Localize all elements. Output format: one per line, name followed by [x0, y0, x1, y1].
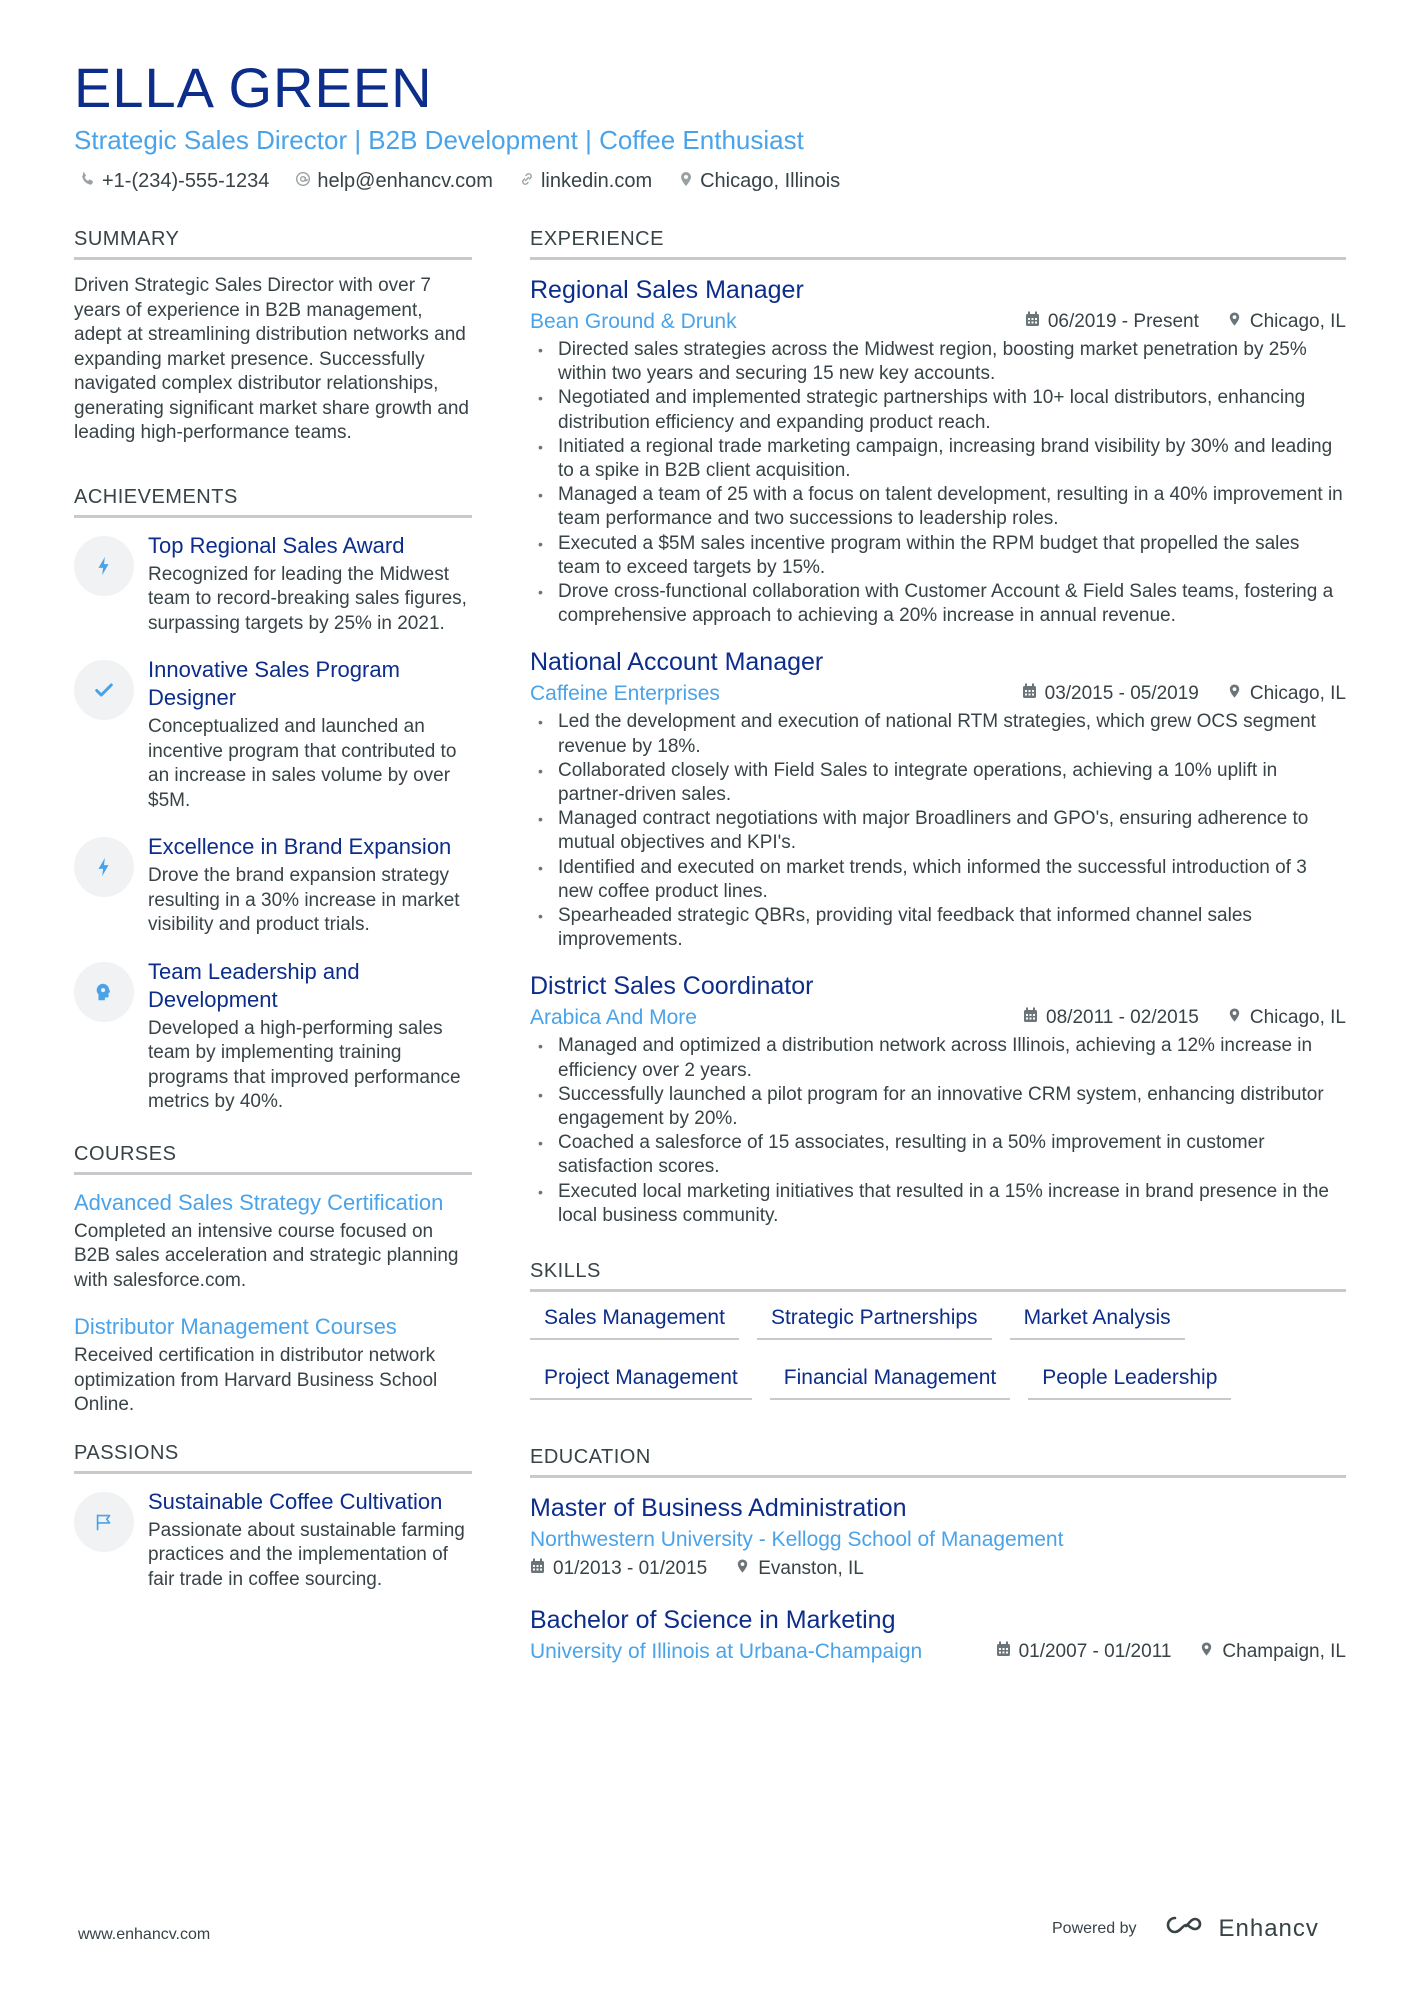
list-item: • Executed local marketing initiatives that resulted in a 15% increase in brand presence in the local business community. — [530, 1180, 1346, 1228]
edu-school: Northwestern University - Kellogg School of Management — [530, 1528, 1064, 1552]
contact-linkedin[interactable] — [519, 170, 652, 193]
list-item: • Managed contract negotiations with major Broadliners and GPO's, ensuring adherence to mutual objectives and KPI's. — [530, 807, 1346, 855]
contact-location — [678, 170, 840, 193]
link-icon — [519, 170, 535, 193]
skill-tag: Project Management — [530, 1366, 752, 1400]
edu-degree: Master of Business Administration — [530, 1494, 907, 1523]
passion-desc: Passionate about sustainable farming practices and the implementation of fair trade in coffee sourcing. — [148, 1519, 465, 1590]
job-dates: 08/2011 - 02/2015 — [1046, 1007, 1199, 1029]
list-item: • Drove cross-functional collaboration with Customer Account & Field Sales teams, fostering a comprehensive approach to achieving a 20% increase in annual revenue. — [530, 580, 1346, 628]
job-bullets — [530, 710, 1346, 952]
skill-tag: Financial Management — [770, 1366, 1010, 1400]
location-text: Chicago, Illinois — [700, 170, 841, 192]
lightning-icon — [74, 536, 134, 596]
candidate-tagline: Strategic Sales Director | B2B Development | Coffee Enthusiast — [74, 125, 804, 155]
job-company: Bean Ground & Drunk — [530, 310, 737, 333]
list-item: • Executed a $5M sales incentive program within the RPM budget that propelled the sales team to exceed targets by 15%. — [530, 532, 1346, 580]
passion-title: Sustainable Coffee Cultivation — [148, 1488, 443, 1514]
job-title: District Sales Coordinator — [530, 972, 814, 1001]
check-icon — [74, 660, 134, 720]
list-item: • Led the development and execution of national RTM strategies, which grew OCS segment revenue by 18%. — [530, 710, 1346, 758]
achievement-title: Excellence in Brand Expansion — [148, 834, 452, 859]
achievement-desc: Recognized for leading the Midwest team to record-breaking sales figures, surpassing targets by 25% in 2021. — [148, 563, 467, 634]
list-item: • Identified and executed on market trends, which informed the successful introduction of 3 new coffee product lines. — [530, 856, 1346, 904]
edu-location: Champaign, IL — [1222, 1641, 1346, 1663]
brand-name: Enhancv — [1218, 1914, 1319, 1942]
job-title: National Account Manager — [530, 648, 824, 677]
achievement-desc: Conceptualized and launched an incentive program that contributed to an increase in sales volume by over $5M. — [148, 716, 457, 811]
section-title-passions: PASSIONS — [74, 1442, 472, 1474]
achievement-item — [74, 532, 472, 637]
list-item: • Managed a team of 25 with a focus on talent development, resulting in a 40% improvement in team performance and two successions to leadership roles. — [530, 483, 1346, 531]
education-section — [530, 1446, 1346, 1664]
skills-list — [530, 1306, 1346, 1400]
map-pin-icon — [1227, 1007, 1242, 1029]
section-title-skills: SKILLS — [530, 1260, 1346, 1292]
email-text: help@enhancv.com — [317, 170, 493, 192]
achievement-title: Team Leadership and Development — [148, 958, 360, 1012]
achievement-item — [74, 833, 472, 938]
calendar-icon — [530, 1558, 545, 1580]
summary-section — [74, 228, 472, 446]
calendar-icon — [1022, 683, 1037, 705]
brand-logo[interactable] — [1163, 1913, 1319, 1944]
education-entry — [530, 1604, 1346, 1664]
job-dates: 06/2019 - Present — [1047, 311, 1199, 332]
footer-website[interactable]: www.enhancv.com — [78, 1926, 211, 1943]
list-item: • Directed sales strategies across the Midwest region, boosting market penetration by 25% within two years and securing 15 new key accounts. — [530, 338, 1346, 386]
education-entry — [530, 1492, 1346, 1580]
achievement-desc: Drove the brand expansion strategy resulting in a 30% increase in market visibility and product trials. — [148, 865, 460, 935]
list-item: • Negotiated and implemented strategic partnerships with 10+ local distributors, enhancing distribution efficiency and expanding product reach. — [530, 386, 1346, 434]
section-title-achievements: ACHIEVEMENTS — [74, 486, 472, 518]
courses-section — [74, 1143, 472, 1418]
job-company: Arabica And More — [530, 1006, 697, 1030]
experience-section — [530, 228, 1346, 1228]
map-pin-icon — [735, 1558, 750, 1580]
contact-email[interactable] — [295, 170, 493, 193]
phone-text: +1-(234)-555-1234 — [102, 170, 270, 192]
job-entry — [530, 970, 1346, 1228]
phone-icon — [80, 170, 96, 193]
skill-tag: Market Analysis — [1010, 1306, 1185, 1340]
job-dates: 03/2015 - 05/2019 — [1044, 683, 1199, 705]
skill-tag: People Leadership — [1028, 1366, 1231, 1400]
skill-tag: Sales Management — [530, 1306, 739, 1340]
skill-tag: Strategic Partnerships — [757, 1306, 992, 1340]
flag-icon — [74, 1492, 134, 1552]
job-entry — [530, 274, 1346, 628]
list-item: • Coached a salesforce of 15 associates, resulting in a 50% improvement in customer satisfaction scores. — [530, 1131, 1346, 1179]
course-title: Distributor Management Courses — [74, 1314, 397, 1339]
infinity-logo-icon — [1163, 1913, 1209, 1944]
left-column — [74, 228, 472, 1612]
section-title-education: EDUCATION — [530, 1446, 1346, 1478]
job-entry — [530, 646, 1346, 952]
skills-section — [530, 1260, 1346, 1400]
linkedin-text: linkedin.com — [540, 170, 653, 192]
achievement-title: Top Regional Sales Award — [148, 532, 405, 558]
section-title-summary: SUMMARY — [74, 228, 472, 260]
section-title-experience: EXPERIENCE — [530, 228, 1346, 260]
calendar-icon — [1025, 311, 1040, 333]
footer-branding — [1052, 1913, 1319, 1944]
summary-text: Driven Strategic Sales Director with over 7 years of experience in B2B management, adept at streamlining distribution networks and expanding market presence. Successfully navigated complex distributor relationships, generating significant market share growth and leading high-performance teams. — [74, 275, 470, 443]
list-item: • Collaborated closely with Field Sales to integrate operations, achieving a 10% uplift in partner-driven sales. — [530, 759, 1346, 807]
job-company: Caffeine Enterprises — [530, 682, 720, 706]
map-pin-icon — [1199, 1641, 1214, 1663]
lightning-icon — [74, 837, 134, 897]
edu-location: Evanston, IL — [758, 1558, 864, 1580]
list-item: • Managed and optimized a distribution network across Illinois, achieving a 12% increase in efficiency over 2 years. — [530, 1034, 1346, 1082]
achievement-title: Innovative Sales Program Designer — [148, 657, 400, 710]
powered-by-label: Powered by — [1052, 1919, 1137, 1937]
map-pin-icon — [1227, 683, 1242, 705]
edu-dates: 01/2007 - 01/2011 — [1018, 1641, 1172, 1663]
map-pin-icon — [1227, 311, 1242, 333]
job-location: Chicago, IL — [1249, 311, 1346, 332]
course-item — [74, 1313, 472, 1418]
course-desc: Completed an intensive course focused on B2B sales acceleration and strategic planning with salesforce.com. — [74, 1220, 459, 1291]
calendar-icon — [1023, 1007, 1038, 1029]
job-bullets — [530, 1034, 1346, 1228]
list-item: • Successfully launched a pilot program for an innovative CRM system, enhancing distributor engagement by 20%. — [530, 1083, 1346, 1131]
edu-degree: Bachelor of Science in Marketing — [530, 1606, 896, 1635]
list-item: • Spearheaded strategic QBRs, providing vital feedback that informed channel sales improvements. — [530, 904, 1346, 952]
right-column — [530, 228, 1346, 1688]
job-bullets — [530, 338, 1346, 628]
job-location: Chicago, IL — [1249, 1007, 1346, 1029]
edu-dates: 01/2013 - 01/2015 — [553, 1558, 708, 1580]
candidate-name: ELLA GREEN — [74, 56, 433, 119]
achievements-section — [74, 486, 472, 1115]
contact-phone[interactable] — [80, 170, 269, 193]
passions-section — [74, 1442, 472, 1593]
section-title-courses: COURSES — [74, 1143, 472, 1175]
achievement-item — [74, 656, 472, 813]
edu-school: University of Illinois at Urbana-Champaign — [530, 1640, 923, 1664]
map-pin-icon — [678, 170, 694, 193]
achievement-desc: Developed a high-performing sales team by implementing training programs that improved performance metrics by 40%. — [148, 1017, 461, 1112]
list-item: • Initiated a regional trade marketing campaign, increasing brand visibility by 30% and leading to a spike in B2B client acquisition. — [530, 435, 1346, 483]
course-item — [74, 1189, 472, 1294]
job-location: Chicago, IL — [1249, 683, 1346, 705]
at-icon — [295, 170, 311, 193]
job-title: Regional Sales Manager — [530, 276, 804, 304]
head-icon — [74, 962, 134, 1022]
achievement-item — [74, 958, 472, 1115]
calendar-icon — [996, 1641, 1011, 1663]
contact-bar — [80, 170, 840, 193]
passion-item — [74, 1488, 472, 1593]
course-title: Advanced Sales Strategy Certification — [74, 1189, 444, 1215]
course-desc: Received certification in distributor network optimization from Harvard Business School Online. — [74, 1345, 438, 1415]
